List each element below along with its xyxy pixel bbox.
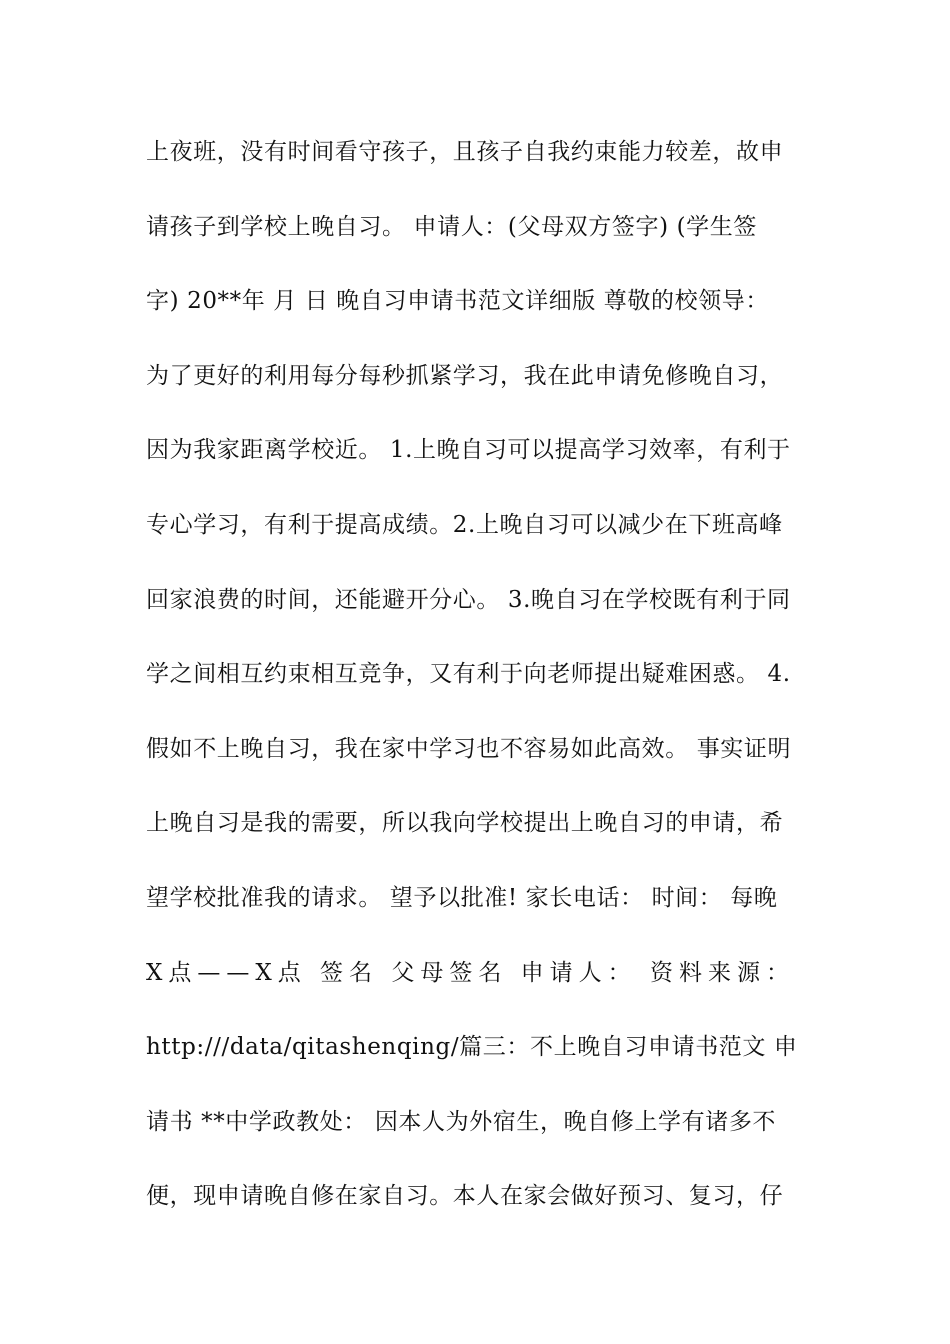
- text-line: 假如不上晚自习，我在家中学习也不容易如此高效。 事实证明: [146, 735, 792, 762]
- text-line: 请孩子到学校上晚自习。 申请人：(父母双方签字) (学生签: [146, 213, 757, 240]
- text-line: X点——X点 签名 父母签名 申请人： 资料来源：: [146, 959, 795, 986]
- text-line: 便，现申请晚自修在家自习。本人在家会做好预习、复习，仔: [146, 1183, 784, 1210]
- text-line: http:///data/qitashenqing/篇三：不上晚自习申请书范文 申: [146, 1034, 798, 1061]
- text-line: 请书 **中学政教处： 因本人为外宿生，晚自修上学有诸多不: [146, 1108, 777, 1135]
- document-body: [146, 130, 826, 1249]
- text-line: 专心学习，有利于提高成绩。2.上晚自习可以减少在下班高峰: [146, 511, 783, 538]
- text-line: 回家浪费的时间，还能避开分心。 3.晚自习在学校既有利于同: [146, 586, 791, 613]
- text-line: 望学校批准我的请求。 望予以批准! 家长电话： 时间： 每晚: [146, 884, 778, 911]
- text-line: 上晚自习是我的需要，所以我向学校提出上晚自习的申请，希: [146, 810, 784, 837]
- text-line: 学之间相互约束相互竞争，又有利于向老师提出疑难困惑。 4.: [146, 661, 791, 688]
- text-line: 上夜班，没有时间看守孩子，且孩子自我约束能力较差，故申: [146, 139, 784, 165]
- text-line: 为了更好的利用每分每秒抓紧学习，我在此申请免修晚自习，: [146, 362, 784, 389]
- text-line: 因为我家距离学校近。 1.上晚自习可以提高学习效率，有利于: [146, 437, 791, 464]
- text-line: 字) 20**年 月 日 晚自习申请书范文详细版 尊敬的校领导：: [146, 288, 769, 315]
